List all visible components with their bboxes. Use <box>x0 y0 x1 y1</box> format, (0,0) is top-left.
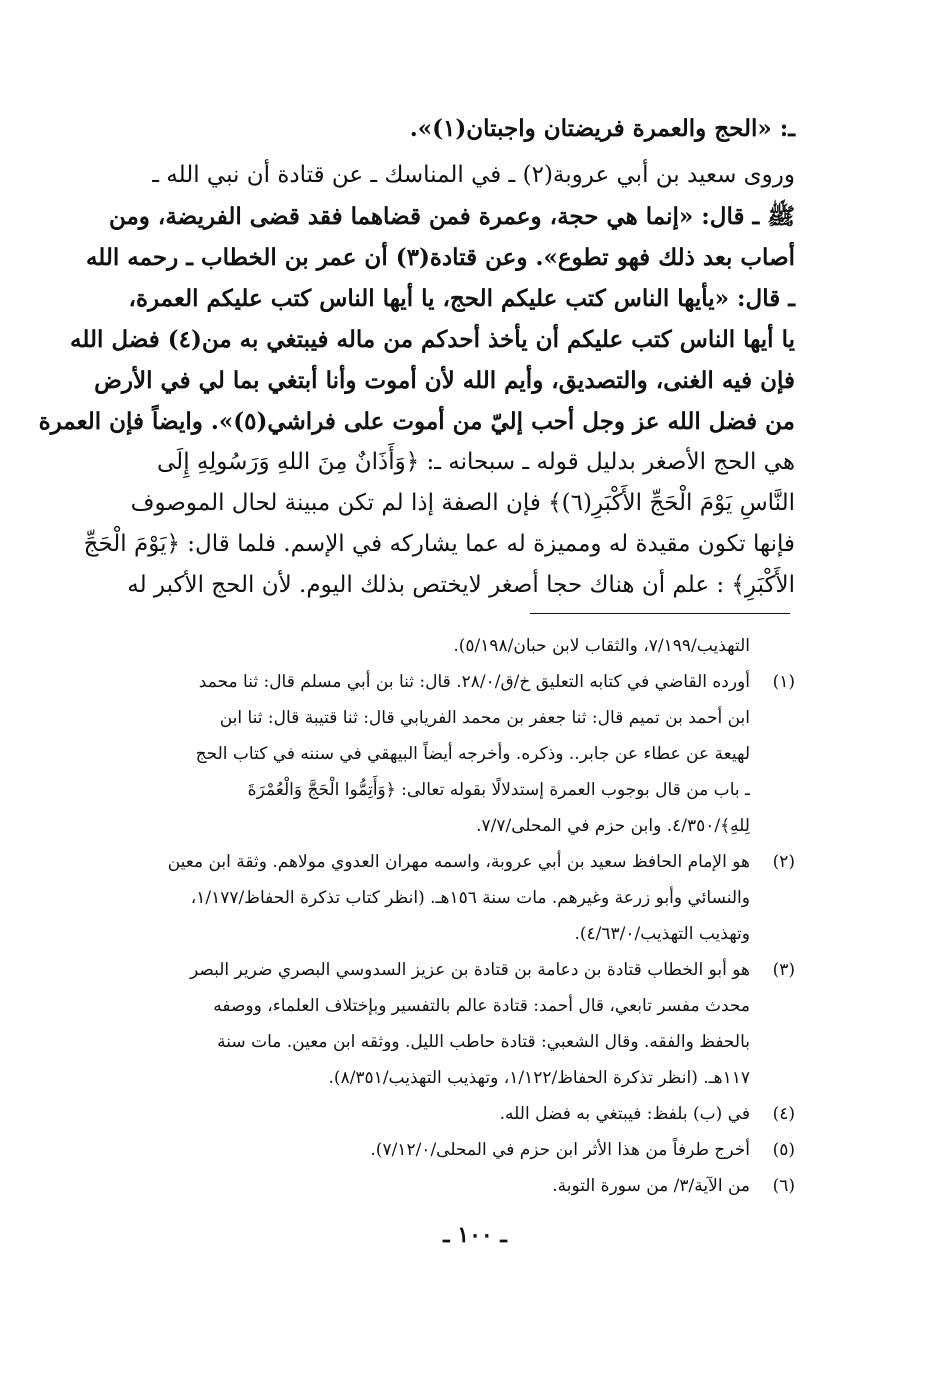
footnote-number: (٢) <box>772 852 795 872</box>
footnote-1 <box>120 664 795 844</box>
footnote-6 <box>120 1168 795 1204</box>
footnote-line: والنسائي وأبو زرعة وغيرهم. مات سنة ١٥٦هـ. (انظر كتاب تذكرة الحفاظ/١/١٧٧، <box>190 888 750 908</box>
footnote-line: ـ باب من قال بوجوب العمرة إستدلالًا بقوله تعالى: ﴿وَأَتِمُّوا الْحَجَّ وَالْعُمْرَةَ <box>247 780 750 800</box>
text-line: فإن فيه الغنى، والتصديق، وأيم الله لأن أموت وأنا أبتغي بما لي في الأرض <box>94 367 795 394</box>
footnote-line: ابن أحمد بن تميم قال: ثنا جعفر بن محمد الفريابي قال: ثنا قتيبة قال: ثنا ابن <box>219 708 750 728</box>
text-line: النَّاسِ يَوْمَ الْحَجِّ الأَكْبَرِ(٦)﴾ فإن الصفة إذا لم تكن مبينة لحال الموصوف <box>130 490 795 516</box>
footnote-5 <box>120 1132 795 1168</box>
footnote-number: (١) <box>772 672 795 692</box>
footnote-body <box>120 1096 750 1132</box>
text-line: وروى سعيد بن أبي عروبة(٢) ـ في المناسك ـ عن قتادة أن نبي الله ـ <box>152 162 795 188</box>
text-line: ـ قال: «يأيها الناس كتب عليكم الحج، يا أيها الناس كتب عليكم العمرة، <box>128 285 795 312</box>
footnotes <box>120 628 795 1204</box>
footnote-number: (٦) <box>772 1176 795 1196</box>
footnote-divider <box>530 613 790 614</box>
text-line: هي الحج الأصغر بدليل قوله ـ سبحانه ـ: ﴿وَأَذَانٌ مِنَ اللهِ وَرَسُولِهِ إِلَى <box>157 449 795 475</box>
text-line: الأَكْبَرِ﴾ : علم أن هناك حجا أصغر لايختص بذلك اليوم. لأن الحج الأكبر له <box>127 572 795 598</box>
footnote-line: لهيعة عن عطاء عن جابر.. وذكره. وأخرجه أيضاً البيهقي في سننه في كتاب الحج <box>195 744 750 764</box>
footnote-2 <box>120 844 795 952</box>
footnote-line: أورده القاضي في كتابه التعليق خ/ق/٢٨/٠. قال: ثنا بن أبي مسلم قال: ثنا محمد <box>198 672 750 692</box>
footnote-4 <box>120 1096 795 1132</box>
footnote-number: (٤) <box>772 1104 795 1124</box>
footnote-body <box>120 952 750 1096</box>
text-line: ـ: «الحج والعمرة فريضتان واجبتان(١)». <box>409 115 795 142</box>
footnote-body <box>120 664 750 844</box>
footnote-line: وتهذيب التهذيب/٤/٦٣/٠). <box>574 924 750 944</box>
text-line: ﷺ ـ قال: «إنما هي حجة، وعمرة فمن قضاهما فقد قضى الفريضة، ومن <box>108 203 795 230</box>
footnote-line: في (ب) بلفظ: فيبتغي به فضل الله. <box>499 1104 750 1124</box>
text-line: فإنها تكون مقيدة له ومميزة له عما يشاركه في الإسم. فلما قال: ﴿يَوْمَ الْحَجِّ <box>83 531 795 557</box>
text-line: يا أيها الناس كتب عليكم أن يأخذ أحدكم من ماله فيبتغي به من(٤) فضل الله <box>70 326 795 353</box>
footnote-line: من الآية/٣/ من سورة التوبة. <box>552 1176 750 1196</box>
footnote-number: (٣) <box>772 960 795 980</box>
text-line: أصاب بعد ذلك فهو تطوع». وعن قتادة(٣) أن عمر بن الخطاب ـ رحمه الله <box>85 244 795 271</box>
footnote-line: ١١٧هـ. (انظر تذكرة الحفاظ/١/١٢٢، وتهذيب التهذيب/٨/٣٥١). <box>328 1068 750 1088</box>
footnote-line: بالحفظ والفقه. وقال الشعبي: قتادة حاطب الليل. ووثقه ابن معين. مات سنة <box>217 1032 750 1052</box>
main-text <box>38 108 795 606</box>
footnote-body <box>120 1168 750 1204</box>
text-line: من فضل الله عز وجل أحب إليّ من أموت على فراشي(٥)». وايضاً فإن العمرة <box>38 408 795 435</box>
footnote-3 <box>120 952 795 1096</box>
footnote-number: (٥) <box>772 1140 795 1160</box>
footnote-line: أخرج طرفاً من هذا الأثر ابن حزم في المحلى/٧/١٢/٠). <box>370 1140 750 1160</box>
footnote-line: هو أبو الخطاب قتادة بن دعامة بن قتادة بن عزيز السدوسي البصري ضرير البصر <box>190 960 750 980</box>
footnote-body <box>120 1132 750 1168</box>
page-number: ـ ١٠٠ ـ <box>443 1222 507 1248</box>
footnote-line: هو الإمام الحافظ سعيد بن أبي عروبة، واسمه مهران العدوي مولاهم. وثقة ابن معين <box>167 852 750 872</box>
footnote-body <box>120 844 750 952</box>
footnote-continuation: التهذيب/٧/١٩٩، والثقاب لابن حبان/٥/١٩٨). <box>453 636 750 656</box>
footnote-line: محدث مفسر تابعي، قال أحمد: قتادة عالم بالتفسير وبإختلاف العلماء، ووصفه <box>213 996 750 1016</box>
footnote-line: لِلهِ﴾/٤/٣٥٠. وابن حزم في المحلى/٧/٧. <box>476 816 750 836</box>
